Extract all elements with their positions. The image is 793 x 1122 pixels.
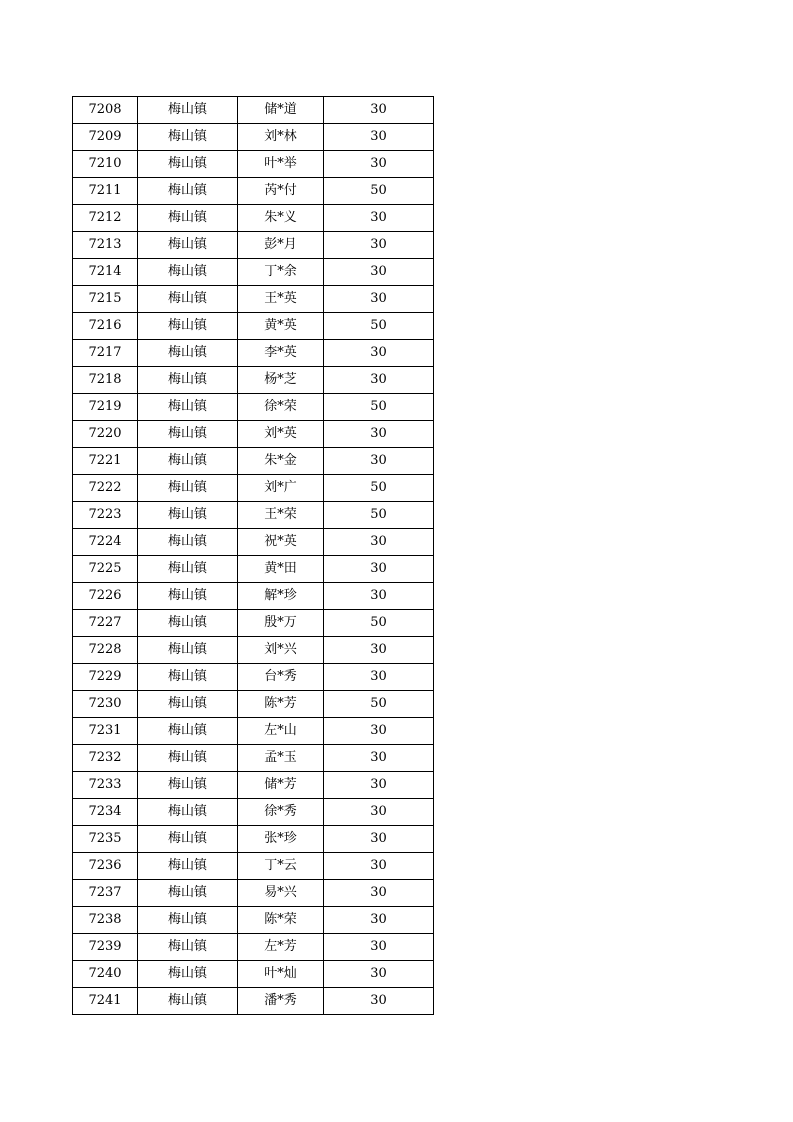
town-cell: 梅山镇: [138, 502, 238, 529]
table-row: [73, 583, 434, 610]
table-row: [73, 178, 434, 205]
amount-cell: 50: [324, 502, 434, 529]
town-cell: 梅山镇: [138, 799, 238, 826]
table-row: [73, 880, 434, 907]
row-id-cell: 7226: [73, 583, 138, 610]
town-cell: 梅山镇: [138, 907, 238, 934]
town-cell: 梅山镇: [138, 772, 238, 799]
amount-cell: 50: [324, 178, 434, 205]
row-id-cell: 7235: [73, 826, 138, 853]
name-cell: 左*芳: [238, 934, 324, 961]
name-cell: 刘*林: [238, 124, 324, 151]
amount-cell: 50: [324, 691, 434, 718]
table-row: [73, 394, 434, 421]
table-row: [73, 772, 434, 799]
amount-cell: 30: [324, 583, 434, 610]
table-row: [73, 799, 434, 826]
table-row: [73, 826, 434, 853]
town-cell: 梅山镇: [138, 745, 238, 772]
row-id-cell: 7209: [73, 124, 138, 151]
town-cell: 梅山镇: [138, 313, 238, 340]
town-cell: 梅山镇: [138, 178, 238, 205]
row-id-cell: 7221: [73, 448, 138, 475]
town-cell: 梅山镇: [138, 421, 238, 448]
table-row: [73, 340, 434, 367]
row-id-cell: 7229: [73, 664, 138, 691]
town-cell: 梅山镇: [138, 664, 238, 691]
name-cell: 解*珍: [238, 583, 324, 610]
table-body: [73, 97, 434, 1015]
amount-cell: 30: [324, 880, 434, 907]
town-cell: 梅山镇: [138, 124, 238, 151]
amount-cell: 50: [324, 475, 434, 502]
name-cell: 丁*余: [238, 259, 324, 286]
data-table: [72, 96, 434, 1015]
town-cell: 梅山镇: [138, 394, 238, 421]
amount-cell: 30: [324, 826, 434, 853]
row-id-cell: 7214: [73, 259, 138, 286]
table-row: [73, 286, 434, 313]
town-cell: 梅山镇: [138, 637, 238, 664]
amount-cell: 50: [324, 394, 434, 421]
amount-cell: 30: [324, 448, 434, 475]
table-row: [73, 907, 434, 934]
row-id-cell: 7223: [73, 502, 138, 529]
amount-cell: 30: [324, 259, 434, 286]
name-cell: 祝*英: [238, 529, 324, 556]
row-id-cell: 7215: [73, 286, 138, 313]
table-row: [73, 637, 434, 664]
amount-cell: 30: [324, 556, 434, 583]
town-cell: 梅山镇: [138, 853, 238, 880]
town-cell: 梅山镇: [138, 286, 238, 313]
table-row: [73, 502, 434, 529]
name-cell: 徐*荣: [238, 394, 324, 421]
table-row: [73, 151, 434, 178]
amount-cell: 30: [324, 421, 434, 448]
amount-cell: 30: [324, 934, 434, 961]
name-cell: 张*珍: [238, 826, 324, 853]
amount-cell: 30: [324, 151, 434, 178]
row-id-cell: 7228: [73, 637, 138, 664]
town-cell: 梅山镇: [138, 988, 238, 1015]
name-cell: 朱*金: [238, 448, 324, 475]
row-id-cell: 7212: [73, 205, 138, 232]
name-cell: 刘*兴: [238, 637, 324, 664]
table-row: [73, 961, 434, 988]
name-cell: 左*山: [238, 718, 324, 745]
name-cell: 孟*玉: [238, 745, 324, 772]
amount-cell: 30: [324, 367, 434, 394]
row-id-cell: 7237: [73, 880, 138, 907]
row-id-cell: 7222: [73, 475, 138, 502]
table-row: [73, 610, 434, 637]
town-cell: 梅山镇: [138, 259, 238, 286]
row-id-cell: 7240: [73, 961, 138, 988]
name-cell: 丁*云: [238, 853, 324, 880]
table-row: [73, 718, 434, 745]
amount-cell: 30: [324, 97, 434, 124]
town-cell: 梅山镇: [138, 691, 238, 718]
amount-cell: 30: [324, 718, 434, 745]
table-row: [73, 124, 434, 151]
name-cell: 芮*付: [238, 178, 324, 205]
name-cell: 储*道: [238, 97, 324, 124]
amount-cell: 50: [324, 313, 434, 340]
row-id-cell: 7233: [73, 772, 138, 799]
town-cell: 梅山镇: [138, 151, 238, 178]
town-cell: 梅山镇: [138, 826, 238, 853]
row-id-cell: 7211: [73, 178, 138, 205]
amount-cell: 30: [324, 988, 434, 1015]
name-cell: 殷*万: [238, 610, 324, 637]
town-cell: 梅山镇: [138, 232, 238, 259]
table-row: [73, 556, 434, 583]
table-row: [73, 745, 434, 772]
name-cell: 黄*英: [238, 313, 324, 340]
town-cell: 梅山镇: [138, 961, 238, 988]
town-cell: 梅山镇: [138, 340, 238, 367]
row-id-cell: 7239: [73, 934, 138, 961]
table-row: [73, 232, 434, 259]
town-cell: 梅山镇: [138, 934, 238, 961]
row-id-cell: 7232: [73, 745, 138, 772]
table-row: [73, 448, 434, 475]
name-cell: 刘*英: [238, 421, 324, 448]
row-id-cell: 7220: [73, 421, 138, 448]
table-row: [73, 691, 434, 718]
amount-cell: 30: [324, 745, 434, 772]
name-cell: 刘*广: [238, 475, 324, 502]
town-cell: 梅山镇: [138, 475, 238, 502]
row-id-cell: 7217: [73, 340, 138, 367]
name-cell: 杨*芝: [238, 367, 324, 394]
town-cell: 梅山镇: [138, 448, 238, 475]
town-cell: 梅山镇: [138, 610, 238, 637]
town-cell: 梅山镇: [138, 583, 238, 610]
amount-cell: 30: [324, 664, 434, 691]
amount-cell: 30: [324, 124, 434, 151]
row-id-cell: 7236: [73, 853, 138, 880]
town-cell: 梅山镇: [138, 880, 238, 907]
table-row: [73, 205, 434, 232]
row-id-cell: 7219: [73, 394, 138, 421]
row-id-cell: 7234: [73, 799, 138, 826]
town-cell: 梅山镇: [138, 556, 238, 583]
name-cell: 王*荣: [238, 502, 324, 529]
name-cell: 朱*义: [238, 205, 324, 232]
table-row: [73, 664, 434, 691]
town-cell: 梅山镇: [138, 367, 238, 394]
name-cell: 台*秀: [238, 664, 324, 691]
name-cell: 李*英: [238, 340, 324, 367]
table-row: [73, 853, 434, 880]
amount-cell: 30: [324, 772, 434, 799]
name-cell: 王*英: [238, 286, 324, 313]
name-cell: 彭*月: [238, 232, 324, 259]
name-cell: 易*兴: [238, 880, 324, 907]
row-id-cell: 7224: [73, 529, 138, 556]
amount-cell: 30: [324, 853, 434, 880]
name-cell: 陈*荣: [238, 907, 324, 934]
table-row: [73, 529, 434, 556]
table-row: [73, 934, 434, 961]
amount-cell: 30: [324, 961, 434, 988]
town-cell: 梅山镇: [138, 529, 238, 556]
row-id-cell: 7225: [73, 556, 138, 583]
table-row: [73, 367, 434, 394]
row-id-cell: 7216: [73, 313, 138, 340]
row-id-cell: 7227: [73, 610, 138, 637]
amount-cell: 30: [324, 799, 434, 826]
town-cell: 梅山镇: [138, 97, 238, 124]
name-cell: 叶*举: [238, 151, 324, 178]
amount-cell: 30: [324, 232, 434, 259]
town-cell: 梅山镇: [138, 205, 238, 232]
row-id-cell: 7238: [73, 907, 138, 934]
row-id-cell: 7230: [73, 691, 138, 718]
amount-cell: 30: [324, 529, 434, 556]
row-id-cell: 7231: [73, 718, 138, 745]
row-id-cell: 7210: [73, 151, 138, 178]
amount-cell: 30: [324, 205, 434, 232]
table-row: [73, 97, 434, 124]
row-id-cell: 7241: [73, 988, 138, 1015]
amount-cell: 30: [324, 637, 434, 664]
amount-cell: 30: [324, 907, 434, 934]
table-row: [73, 475, 434, 502]
town-cell: 梅山镇: [138, 718, 238, 745]
table-row: [73, 421, 434, 448]
name-cell: 储*芳: [238, 772, 324, 799]
amount-cell: 30: [324, 286, 434, 313]
name-cell: 徐*秀: [238, 799, 324, 826]
name-cell: 潘*秀: [238, 988, 324, 1015]
name-cell: 陈*芳: [238, 691, 324, 718]
name-cell: 叶*灿: [238, 961, 324, 988]
row-id-cell: 7213: [73, 232, 138, 259]
amount-cell: 50: [324, 610, 434, 637]
table-row: [73, 988, 434, 1015]
row-id-cell: 7208: [73, 97, 138, 124]
table-row: [73, 259, 434, 286]
name-cell: 黄*田: [238, 556, 324, 583]
row-id-cell: 7218: [73, 367, 138, 394]
table-row: [73, 313, 434, 340]
amount-cell: 30: [324, 340, 434, 367]
